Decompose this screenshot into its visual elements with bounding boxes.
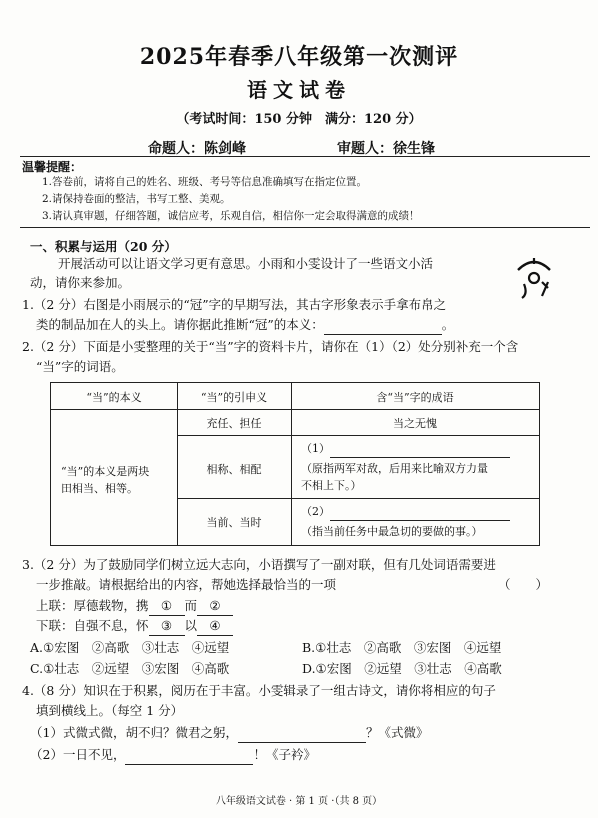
idiom-blank-2[interactable]	[330, 503, 510, 521]
question-4-cont: 填到横线上。（每空 1 分）	[36, 703, 184, 718]
extended-meaning: 当前、当时	[206, 516, 262, 529]
original-meaning: “当”的本义是两块 田相当、相等。	[61, 465, 150, 495]
question-3: 3.（2 分）为了鼓励同学们树立远大志向，小语撰写了一副对联，但有几处词语需要进	[22, 557, 496, 572]
extended-meaning: 充任、担任	[206, 417, 262, 430]
tip-item: 2.请保持卷面的整洁，书写工整、美观。	[42, 193, 231, 205]
tip-item: 3.请认真审题，仔细答题，诚信应考，乐观自信，相信你一定会取得满意的成绩！	[42, 210, 420, 222]
poem-item-1: （1）式微式微，胡不归？微君之躬， ？《式微》	[30, 724, 428, 743]
question-4: 4.（8 分）知识在于积累，阅历在于丰富。小雯辑录了一组古诗文，请你将相应的句子	[22, 683, 496, 698]
idiom: 当之无愧	[393, 417, 437, 430]
exam-title: 2025年春季八年级第一次测评	[139, 44, 459, 70]
extended-meaning: 相称、相配	[206, 463, 262, 476]
exam-info: （考试时间：150 分钟 满分：120 分）	[176, 112, 422, 127]
section-intro: 开展活动可以让语文学习更有意思。小雨和小雯设计了一些语文小活	[58, 256, 434, 271]
page-footer: 八年级语文试卷 · 第 1 页 ·（共 8 页）	[215, 796, 383, 807]
table-header: 含“当”字的成语	[376, 391, 454, 404]
dang-table	[50, 382, 540, 546]
option-b[interactable]: B.①壮志 ②高歌 ③宏图 ④远望	[302, 640, 502, 655]
setter-name: 命题人：陈剑峰	[148, 141, 246, 157]
ancient-guan-glyph	[512, 252, 556, 300]
answer-paren[interactable]: （ ）	[498, 577, 549, 592]
tips-divider	[20, 227, 590, 228]
answer-blank[interactable]	[324, 316, 442, 335]
poem-item-2: （2）一日不见， ！《子衿》	[30, 746, 316, 765]
question-1: 1.（2 分）右图是小雨展示的“冠”字的早期写法，其古字形象表示手拿布帛之	[22, 297, 447, 312]
question-3-cont: 一步推敲。请根据给出的内容，帮她选择最恰当的一项	[36, 577, 337, 592]
couplet-lower: 下联：自强不息，怀 ③ 以 ④	[36, 617, 233, 636]
tip-item: 1.答卷前，请将自己的姓名、班级、考号等信息准确填写在指定位置。	[42, 176, 368, 188]
header-divider	[20, 156, 590, 157]
table-header: “当”的引申义	[200, 391, 268, 404]
question-2-cont: “当”字的词语。	[36, 359, 124, 374]
section-heading: 一、积累与运用（20 分）	[30, 239, 177, 254]
reviewer-name: 审题人：徐生锋	[337, 141, 435, 157]
table-header: “当”的本义	[86, 391, 142, 404]
poem-blank-2[interactable]	[125, 746, 253, 765]
option-d[interactable]: D.①宏图 ②远望 ③壮志 ④高歌	[302, 661, 502, 676]
idiom-cell-2: （2） （指当前任务中最急切的要做的事。）	[301, 503, 510, 540]
tips-title: 温馨提醒：	[22, 160, 83, 174]
idiom-cell-1: （1） （原指两军对敌，后用来比喻双方力量 不相上下。）	[301, 440, 510, 494]
option-a[interactable]: A.①宏图 ②高歌 ③壮志 ④远望	[30, 640, 230, 655]
poem-blank-1[interactable]	[238, 724, 366, 743]
exam-subtitle: 语文试卷	[247, 78, 351, 102]
couplet-upper: 上联：厚德载物，携 ① 而 ②	[36, 597, 233, 616]
question-1-prompt: 类的制品加在人的头上。请你据此推断“冠”的本义： 。	[36, 316, 454, 335]
section-intro: 动，请你来参加。	[30, 275, 131, 290]
question-2: 2.（2 分）下面是小雯整理的关于“当”字的资料卡片，请你在（1）（2）处分别补充一个含	[22, 339, 519, 354]
option-c[interactable]: C.①壮志 ②远望 ③宏图 ④高歌	[30, 661, 230, 676]
idiom-blank-1[interactable]	[330, 440, 510, 458]
